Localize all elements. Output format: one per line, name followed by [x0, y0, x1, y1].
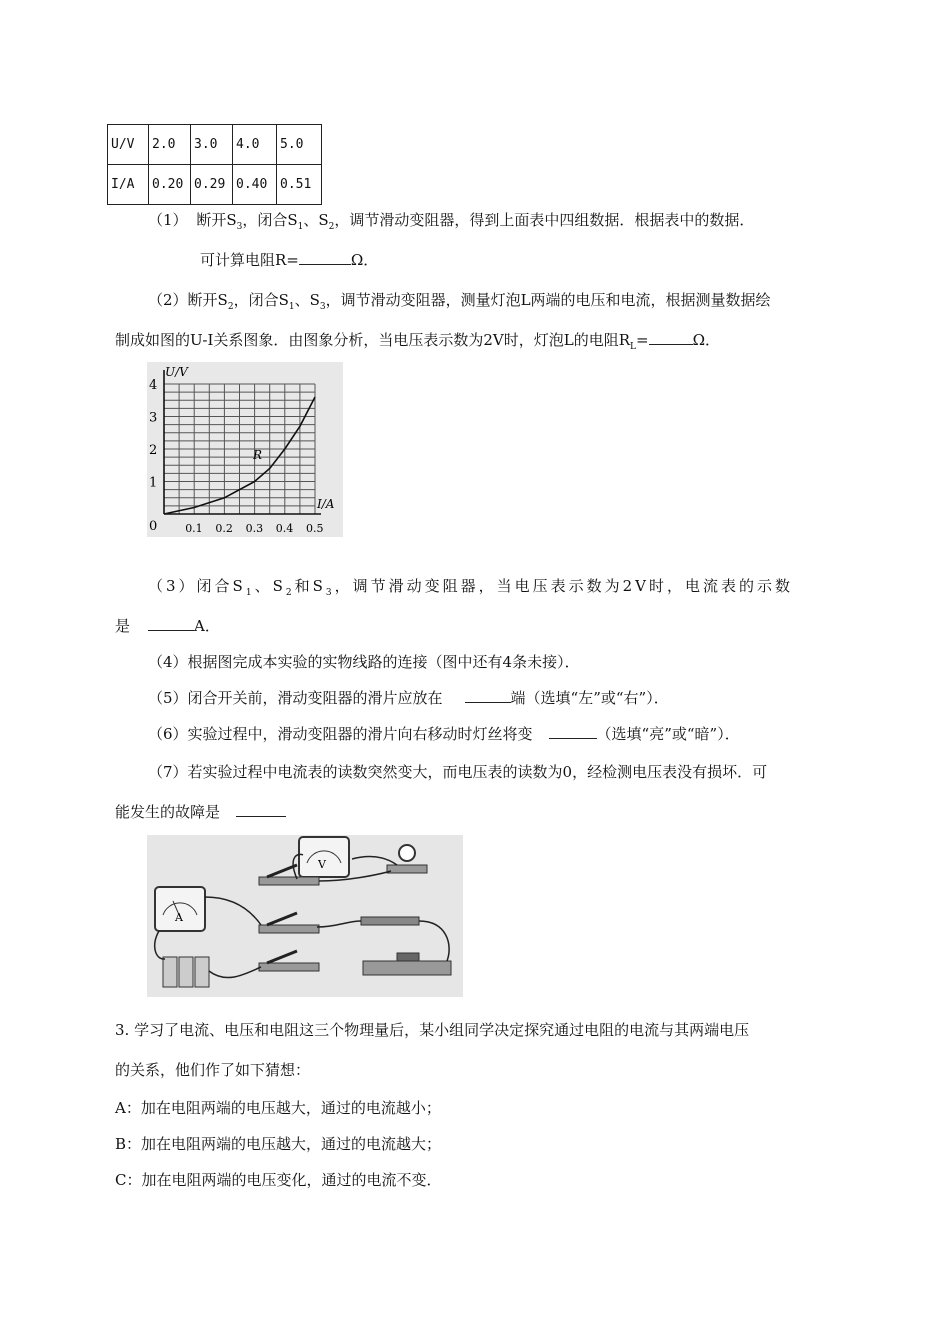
answer-blank[interactable] [236, 802, 286, 817]
text: 、S [294, 291, 320, 309]
answer-blank[interactable] [299, 250, 351, 265]
subscript: 2 [227, 302, 234, 312]
text: （2）断开S [148, 291, 228, 309]
text: 是 [115, 617, 131, 635]
text: ，调节滑动变阻器，当电压表示数为2V时，电流表的示数 [334, 577, 793, 595]
table-cell: 0.29 [191, 165, 233, 205]
text: 和S [294, 577, 326, 595]
option-b: B：加在电阻两端的电压越大，通过的电流越大； [115, 1135, 442, 1153]
text: 、S [303, 211, 329, 229]
subscript: 2 [328, 222, 335, 232]
row-header: I/A [108, 165, 149, 205]
question-6 [148, 724, 740, 744]
text: 断开S [196, 211, 237, 229]
x-axis-label: I/A [317, 497, 335, 511]
option-c: C：加在电阻两端的电压变化，通过的电流不变． [115, 1171, 442, 1189]
ammeter-label: A [175, 911, 183, 924]
table-cell: 3.0 [191, 125, 233, 165]
resistor [361, 917, 419, 925]
row-header: U/V [108, 125, 149, 165]
table-cell: 2.0 [149, 125, 191, 165]
subscript: 3 [325, 588, 335, 598]
voltmeter-label: V [318, 858, 326, 871]
question-7-line-1: （7）若实验过程中电流表的读数突然变大，而电压表的读数为0，经检测电压表没有损坏．可 [148, 763, 768, 781]
question-1-line-2 [200, 250, 378, 270]
question-7-line-2 [115, 802, 286, 822]
table-cell: 5.0 [277, 125, 322, 165]
data-table [107, 124, 322, 205]
text: （6）实验过程中，滑动变阻器的滑片向右移动时灯丝将变 [148, 725, 533, 743]
text: ，闭合S [233, 291, 289, 309]
text: 端（选填“左”或“右”）． [510, 689, 669, 707]
question-5 [148, 688, 669, 708]
y-tick-label: 2 [149, 443, 158, 458]
y-tick-label: 3 [149, 410, 158, 426]
text: （3）闭合S [148, 577, 246, 595]
subscript: 3 [236, 222, 243, 232]
question-2-line-2 [115, 330, 720, 357]
answer-blank[interactable] [649, 330, 693, 345]
table-cell: 4.0 [233, 125, 277, 165]
subscript: 1 [288, 302, 295, 312]
u-i-graph [147, 362, 343, 537]
answer-blank[interactable] [465, 688, 511, 703]
table-row [108, 165, 322, 205]
subscript: L [630, 342, 636, 352]
text: 、S [254, 577, 286, 595]
text: = [636, 331, 649, 349]
text: （5）闭合开关前，滑动变阻器的滑片应放在 [148, 689, 443, 707]
answer-blank[interactable] [148, 616, 194, 631]
table-row [108, 125, 322, 165]
text: 制成如图的U-I关系图象．由图象分析，当电压表示数为2V时，灯泡L的电阻R [115, 331, 631, 349]
table-cell: 0.20 [149, 165, 191, 205]
text: 能发生的故障是 [115, 803, 221, 821]
question-1-line-1 [148, 210, 754, 237]
voltmeter [299, 837, 349, 877]
table-cell: 0.51 [277, 165, 322, 205]
question-3-line-1 [148, 576, 793, 603]
y-tick-label: 4 [149, 378, 158, 393]
x-tick-label: 0.3 [245, 522, 264, 535]
subscript: 3 [319, 302, 326, 312]
answer-blank[interactable] [549, 724, 597, 739]
text: 可计算电阻R= [200, 251, 299, 269]
y-tick-label: 1 [149, 475, 158, 491]
curve-label: R [253, 448, 263, 462]
x-tick-label: 0.4 [275, 522, 294, 535]
text: ，闭合S [242, 211, 298, 229]
x-tick-label: 0.5 [306, 522, 324, 535]
subscript: 1 [297, 222, 304, 232]
question-2-line-1 [148, 290, 771, 317]
text: Ω． [692, 331, 721, 349]
question-4: （4）根据图完成本实验的实物线路的连接（图中还有4条未接）． [148, 653, 580, 671]
text: ，调节滑动变阻器，得到上面表中四组数据．根据表中的数据． [334, 211, 755, 229]
y-axis-label: U/V [165, 365, 188, 379]
circuit-figure [147, 835, 463, 997]
problem-3-line-1: 3. 学习了电流、电压和电阻这三个物理量后，某小组同学决定探究通过电阻的电流与其两端电压 [115, 1021, 750, 1039]
option-a: A：加在电阻两端的电压越大，通过的电流越小； [115, 1099, 441, 1117]
origin-label: 0 [149, 519, 158, 534]
battery [163, 957, 209, 987]
text: ，调节滑动变阻器，测量灯泡L两端的电压和电流，根据测量数据绘 [325, 291, 771, 309]
table-cell: 0.40 [233, 165, 277, 205]
text: Ω． [350, 251, 379, 269]
ammeter [155, 887, 205, 931]
question-number: （1） [148, 211, 188, 229]
question-3-line-2 [115, 616, 220, 636]
x-tick-label: 0.1 [185, 522, 203, 535]
subscript: 2 [285, 588, 295, 598]
text: A． [194, 617, 220, 635]
x-tick-label: 0.2 [215, 522, 233, 535]
subscript: 1 [245, 588, 255, 598]
text: （选填“亮”或“暗”）． [596, 725, 740, 743]
problem-3-line-2: 的关系，他们作了如下猜想： [115, 1061, 311, 1079]
